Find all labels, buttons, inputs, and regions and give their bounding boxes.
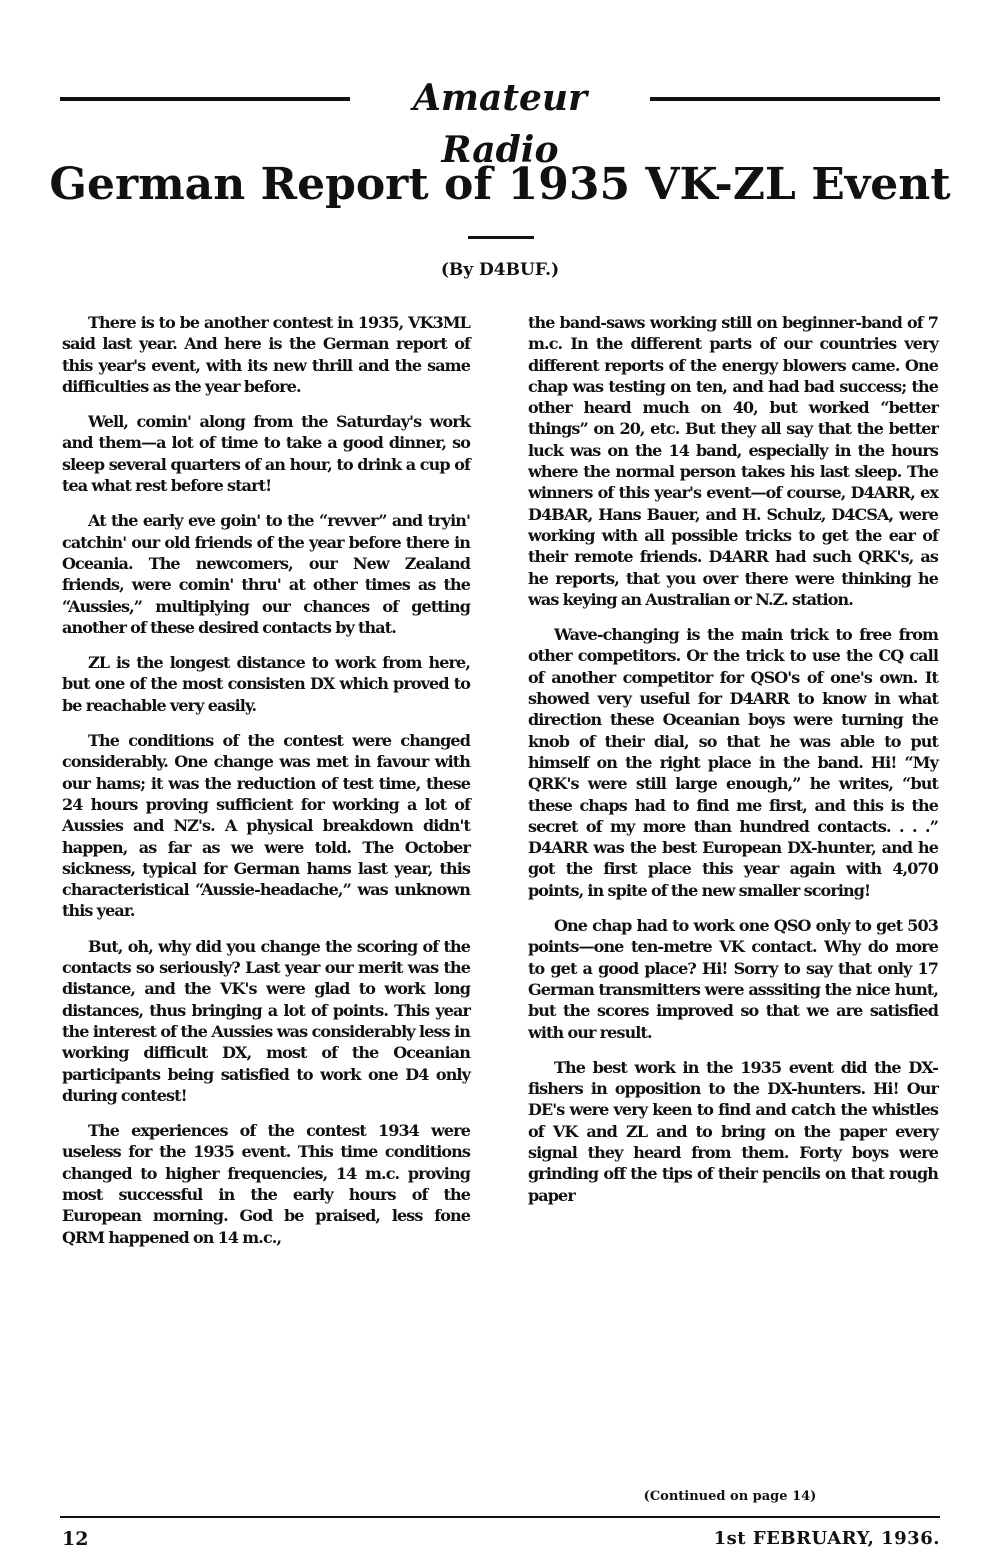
- right-column: [528, 312, 938, 1220]
- paragraph: But, oh, why did you change the scoring of the contacts so seriously? Last year our merit was the distance, and the VK's were glad to work long distances, thus bringing a lot of points. This year the interest of the Aussies was considerably less in working difficult DX, most of the Oceanian participants being satisfied to work one D4 only during contest!: [62, 936, 470, 1105]
- article-byline: (By D4BUF.): [440, 260, 560, 280]
- paragraph: Wave-changing is the main trick to free from other competitors. Or the trick to use the CQ call of another competitor for QSO's of one's own. It showed very useful for D4ARR to know in what direction these Oceanian boys were turning the knob of their dial, so that he was able to put himself on the right place in the band. Hi! “My QRK's were still large enough,” he writes, “but these chaps had to find me first, and this is the secret of my more than hundred contacts. . . .” D4ARR was the best European DX-hunter, and he got the first place this year again with 4,070 points, in spite of the new smaller scoring!: [528, 625, 938, 900]
- footer-rule: [60, 1516, 940, 1518]
- paragraph: Well, comin' along from the Saturday's work and them—a lot of time to take a good dinner, so sleep several quarters of an hour, to drink a cup of tea what rest before start!: [62, 412, 470, 496]
- page-number: 12: [62, 1528, 89, 1550]
- issue-date: 1st FEBRUARY, 1936.: [713, 1528, 940, 1549]
- paragraph: The best work in the 1935 event did the DX-fishers in opposition to the DX-hunters. Hi! Our DE's were very keen to find and catch the whistles of VK and ZL and to bring on the paper every signal they heard from them. Forty boys were grinding off the tips of their pencils on that rough paper: [528, 1057, 938, 1205]
- paragraph: The experiences of the contest 1934 were useless for the 1935 event. This time conditions changed to higher frequencies, 14 m.c. proving most successful in the early hours of the European morning. God be praised, less fone QRM happened on 14 m.c.,: [62, 1121, 470, 1247]
- masthead-rule-right: [650, 97, 940, 101]
- paragraph: One chap had to work one QSO only to get 503 points—one ten-metre VK contact. Why do more to get a good place? Hi! Sorry to say that only 17 German transmitters were asssiting the nice hunt, but the scores improved so that we are satisfied with our result.: [528, 916, 938, 1042]
- paragraph: the band-saws working still on beginner-band of 7 m.c. In the different parts of our countries very different reports of the energy blowers came. One chap was testing on ten, and had bad success; the other heard much on 40, but worked “better things” on 20, etc. But they all say that the better luck was on the 14 band, especially in the hours where the normal person takes his last sleep. The winners of this year's event—of course, D4ARR, ex D4BAR, Hans Bauer, and H. Schulz, D4CSA, were working with all possible tricks to get the ear of their remote friends. D4ARR had such QRK's, as he reports, that you over there were thinking he was keying an Australian or N.Z. station.: [528, 313, 938, 609]
- title-divider: [468, 236, 534, 239]
- paragraph: The conditions of the contest were changed considerably. One change was met in favour with our hams; it was the reduction of test time, these 24 hours proving sufficient for working a lot of Aussies and NZ's. A physical breakdown didn't happen, as far as we were told. The October sickness, typical for German hams last year, this characteristical “Aussie-headache,” was unknown this year.: [62, 731, 470, 921]
- left-column: [62, 312, 470, 1262]
- masthead-rule-left: [60, 97, 350, 101]
- paragraph: There is to be another contest in 1935, VK3ML said last year. And here is the German report of this year's event, with its new thrill and the same difficulties as the year before.: [62, 313, 470, 396]
- paragraph: ZL is the longest distance to work from here, but one of the most consisten DX which proved to be reachable very easily.: [62, 653, 470, 715]
- article-title: German Report of 1935 VK-ZL Event: [49, 159, 951, 210]
- continued-note: (Continued on page 14): [643, 1489, 817, 1504]
- masthead: [60, 70, 940, 171]
- masthead-logo: Amateur Radio: [412, 77, 588, 171]
- paragraph: At the early eve goin' to the “revver” and tryin' catchin' our old friends of the year before there in Oceania. The newcomers, our New Zealand friends, were comin' thru' at other times as the “Aussies,” multiplying our chances of getting another of these desired contacts by that.: [62, 511, 470, 637]
